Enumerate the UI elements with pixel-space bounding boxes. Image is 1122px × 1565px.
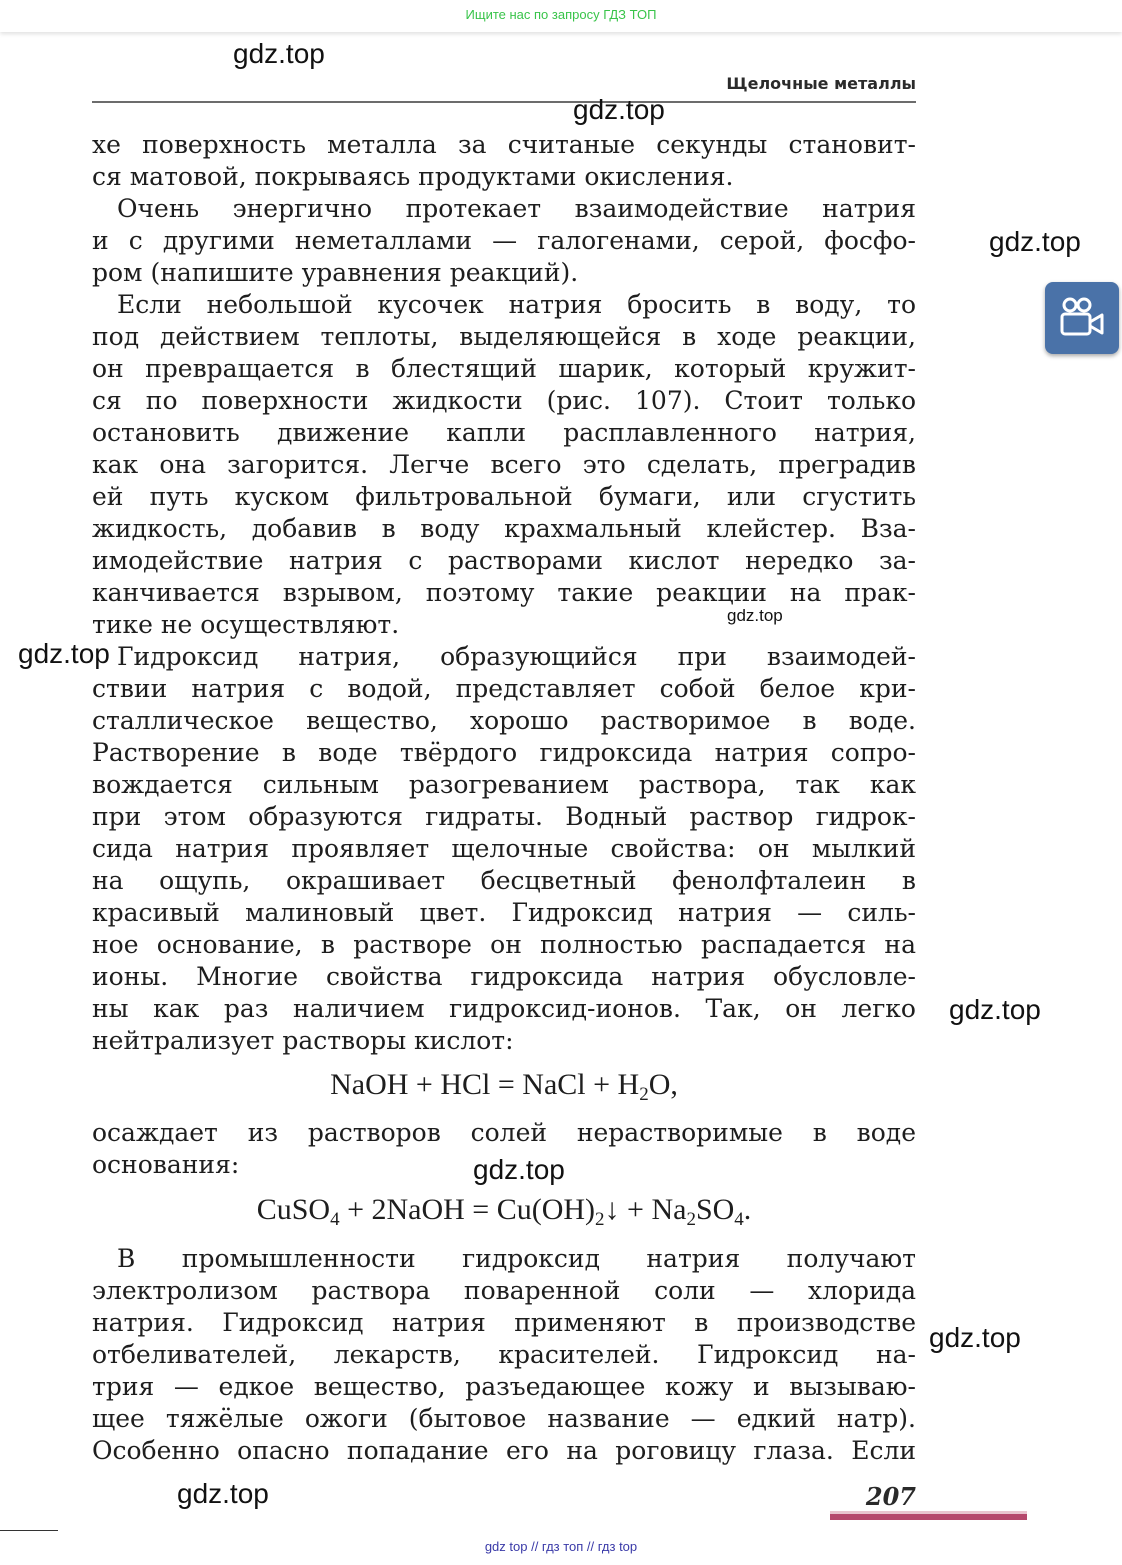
text-line: на ощупь, окрашивает бесцветный фенолфталеин в xyxy=(92,866,916,895)
watermark: gdz.top xyxy=(233,38,325,69)
text-line: канчивается взрывом, поэтому такие реакции на прак- xyxy=(92,578,916,607)
text-line: Особенно опасно попадание его на роговицу глаза. Если xyxy=(92,1436,916,1465)
watermark: gdz.top xyxy=(177,1478,269,1509)
footer-links[interactable]: gdz top // гдз топ // гдз top xyxy=(484,1539,638,1554)
text-line: трия — едкое вещество, разъедающее кожу и вызываю- xyxy=(92,1372,916,1401)
running-head: Щелочные металлы xyxy=(726,74,916,93)
watermark: gdz.top xyxy=(727,606,783,625)
text-line: и с другими неметаллами — галогенами, серой, фосфо- xyxy=(92,226,916,255)
text-line: он превращается в блестящий шарик, который кружит- xyxy=(92,354,916,383)
text-line: натрия. Гидроксид натрия применяют в производстве xyxy=(92,1308,916,1337)
text-line: ей путь куском фильтровальной бумаги, или сгустить xyxy=(92,482,916,511)
text-line: основания: xyxy=(92,1150,240,1179)
text-line: хе поверхность металла за считаные секунды становит- xyxy=(92,130,916,159)
text-line: красивый малиновый цвет. Гидроксид натрия — силь- xyxy=(92,898,916,927)
text-line: ся по поверхности жидкости (рис. 107). Стоит только xyxy=(92,386,916,415)
equation-naoh-hcl: NaOH + HCl = NaCl + $H_2O$, xyxy=(330,1068,678,1105)
video-button[interactable] xyxy=(1045,282,1119,354)
text-line: электролизом раствора поваренной соли — хлорида xyxy=(92,1276,916,1305)
text-line: ны как раз наличием гидроксид-ионов. Так, он легко xyxy=(92,994,916,1023)
video-camera-icon xyxy=(1058,295,1106,341)
watermark: gdz.top xyxy=(18,638,110,669)
text-line: щее тяжёлые ожоги (бытовое название — едкий натр). xyxy=(92,1404,916,1433)
text-line: ся матовой, покрываясь продуктами окисления. xyxy=(92,162,734,191)
text-line: нейтрализует растворы кислот: xyxy=(92,1026,514,1055)
equation-cuso4-naoh: CuSO$_4$ + 2NaOH = $Cu(OH)_2↓ + Na_2SO_4$. xyxy=(256,1193,752,1230)
text-line: Очень энергично протекает взаимодействие натрия xyxy=(92,194,916,223)
text-line: сида натрия проявляет щелочные свойства: он мылкий xyxy=(92,834,916,863)
text-line: как она загорится. Легче всего это сделать, преградив xyxy=(92,450,916,479)
search-notice[interactable]: Ищите нас по запросу ГДЗ ТОП xyxy=(465,7,657,22)
text-line: ствии натрия с водой, представляет собой белое кри- xyxy=(92,674,916,703)
footer-left-rule xyxy=(0,1530,58,1531)
text-line: ром (напишите уравнения реакций). xyxy=(92,258,579,287)
text-line: В промышленности гидроксид натрия получают xyxy=(92,1244,916,1273)
text-line: Растворение в воде твёрдого гидроксида натрия сопро- xyxy=(92,738,916,767)
text-line: ное основание, в растворе он полностью распадается на xyxy=(92,930,916,959)
page-number-bar xyxy=(830,1511,1027,1520)
header-rule xyxy=(92,101,916,103)
text-line: сталлическое вещество, хорошо растворимое в воде. xyxy=(92,706,916,735)
text-line: имодействие натрия с растворами кислот нередко за- xyxy=(92,546,916,575)
text-line: остановить движение капли расплавленного натрия, xyxy=(92,418,916,447)
watermark: gdz.top xyxy=(473,1154,565,1185)
text-line: ионы. Многие свойства гидроксида натрия обусловле- xyxy=(92,962,916,991)
watermark: gdz.top xyxy=(573,94,665,125)
watermark: gdz.top xyxy=(929,1322,1021,1353)
text-line: Если небольшой кусочек натрия бросить в воду, то xyxy=(92,290,916,319)
text-line: осаждает из растворов солей нерастворимые в воде xyxy=(92,1118,916,1147)
text-line: под действием теплоты, выделяющейся в ходе реакции, xyxy=(92,322,916,351)
watermark: gdz.top xyxy=(989,226,1081,257)
page-number: 207 xyxy=(865,1482,916,1511)
text-line: вождается сильным разогреванием раствора, так как xyxy=(92,770,916,799)
text-line: тике не осуществляют. xyxy=(92,610,400,639)
watermark: gdz.top xyxy=(949,994,1041,1025)
text-line: отбеливателей, лекарств, красителей. Гидроксид на- xyxy=(92,1340,916,1369)
text-line: жидкость, добавив в воду крахмальный клейстер. Вза- xyxy=(92,514,916,543)
top-banner xyxy=(0,0,1122,32)
text-line: при этом образуются гидраты. Водный раствор гидрок- xyxy=(92,802,916,831)
text-line: Гидроксид натрия, образующийся при взаимодей- xyxy=(92,642,916,671)
